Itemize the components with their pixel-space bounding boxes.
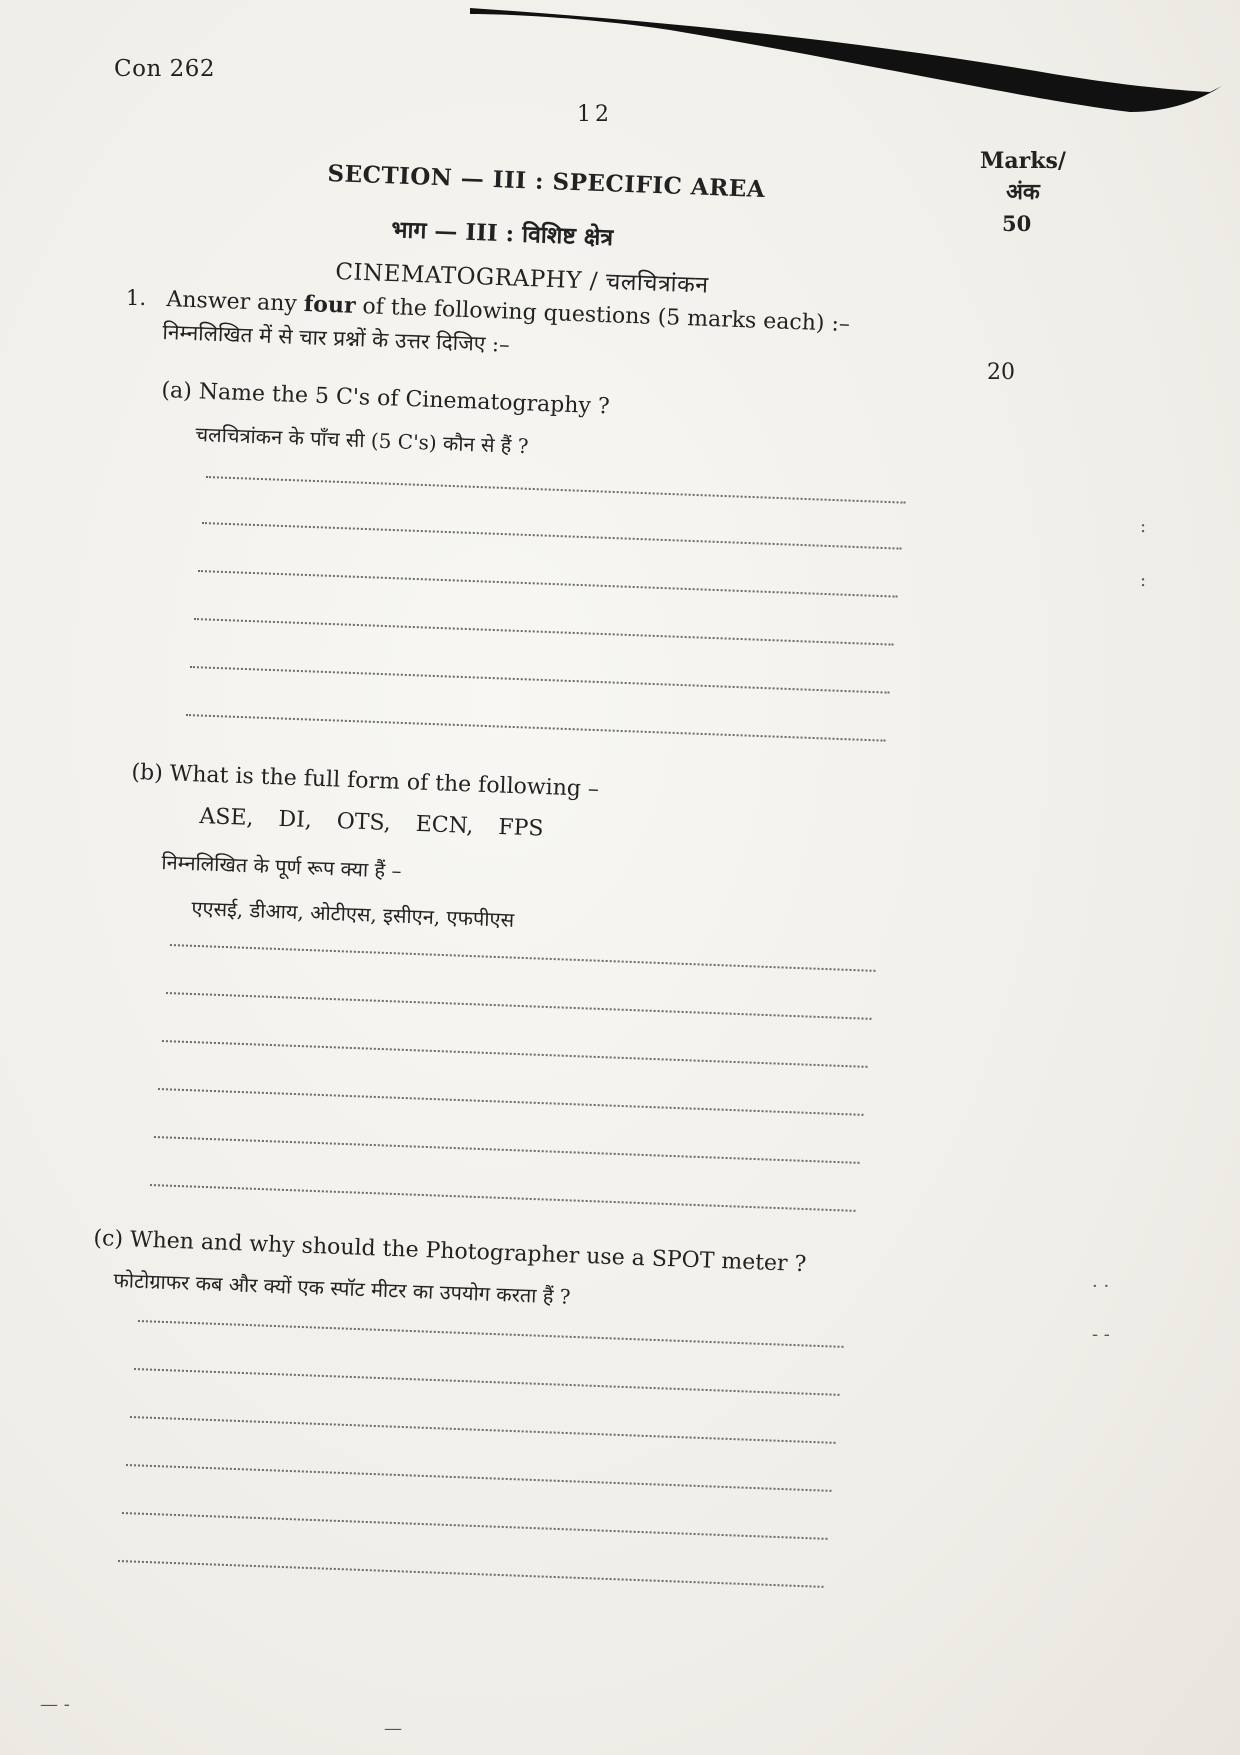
answer-line[interactable] [198,570,898,598]
emphasis-four: four [303,291,357,319]
part-a-label: (a) [161,378,193,405]
part-b-text: What is the full form of the following – [169,761,600,803]
part-b-label: (b) [131,760,164,787]
margin-mark: — - [40,1694,70,1715]
margin-mark: - - [1092,1324,1110,1345]
margin-mark: — [384,1718,402,1739]
part-b-abbreviations-hindi: एएसई, डीआय, ओटीएस, इसीएन, एफपीएस [191,895,515,932]
part-b-abbreviations: ASE, DI, OTS, ECN, FPS [199,804,544,842]
instruction-text: Answer any four of the following questions (5 marks each) :– [166,286,851,338]
answer-line[interactable] [138,1320,844,1348]
answer-line[interactable] [122,1512,828,1540]
answer-line[interactable] [190,666,890,694]
marks-total: 50 [1002,211,1032,236]
answer-line[interactable] [130,1416,836,1444]
part-a-hindi: चलचित्रांकन के पाँच सी (5 C's) कौन से हैं ? [195,421,529,459]
answer-line[interactable] [162,1040,868,1068]
answer-line[interactable] [170,944,876,972]
section-title-hindi: भाग — III : विशिष्ट क्षेत्र [390,215,614,252]
part-a-question [161,378,610,419]
answer-line[interactable] [150,1184,856,1212]
question-marks: 20 [987,360,1015,385]
answer-line[interactable] [126,1464,832,1492]
answer-line[interactable] [194,618,894,646]
answer-line[interactable] [134,1368,840,1396]
part-b-question [131,760,599,802]
part-c-hindi: फोटोग्राफर कब और क्यों एक स्पॉट मीटर का उपयोग करता हैं ? [113,1267,571,1309]
part-c-label: (c) [93,1226,124,1253]
marks-label: Marks/ [980,148,1066,174]
answer-line[interactable] [166,992,872,1020]
marks-label-hindi: अंक [1006,179,1040,205]
answer-line[interactable] [118,1560,824,1588]
question-number: 1. [126,286,147,310]
answer-line[interactable] [154,1136,860,1164]
paper-code: Con 262 [114,56,215,82]
page-number: 12 [577,102,613,127]
part-c-text: When and why should the Photographer use a SPOT meter ? [129,1227,807,1278]
section-title: SECTION — III : SPECIFIC AREA [327,160,766,204]
answer-line[interactable] [186,714,886,742]
answer-line[interactable] [158,1088,864,1116]
answer-line[interactable] [206,476,906,504]
answer-line[interactable] [202,522,902,550]
margin-mark: · · [1092,1276,1110,1297]
part-b-hindi: निम्नलिखित के पूर्ण रूप क्या हैं – [161,849,402,883]
margin-mark: : [1140,516,1147,537]
question-instruction-hindi: निम्नलिखित में से चार प्रश्नों के उत्तर दिजिए :– [162,319,511,357]
marks-header [980,146,1066,208]
part-a-text: Name the 5 C's of Cinematography ? [198,379,611,420]
margin-mark: : [1140,570,1147,591]
area-title: CINEMATOGRAPHY / चलचित्रांकन [334,258,710,299]
